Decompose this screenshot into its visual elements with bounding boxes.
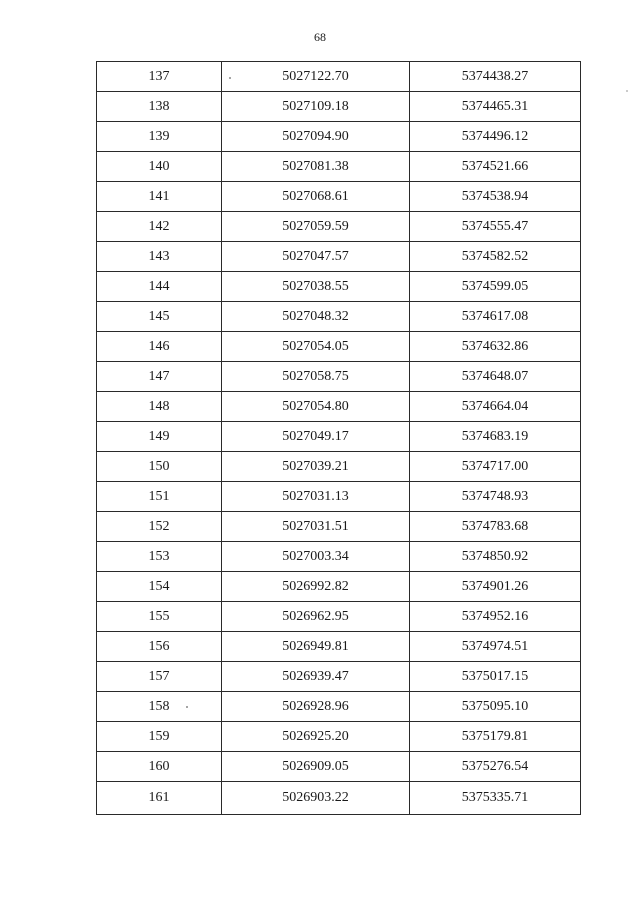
x-coordinate-cell: 5027038.55 (222, 272, 410, 302)
x-coordinate-cell: 5026925.20 (222, 722, 410, 752)
point-number-cell: 146 (97, 332, 222, 362)
scan-speck (626, 90, 628, 92)
y-coordinate-cell: 5374952.16 (410, 602, 581, 632)
x-coordinate-cell: 5027094.90 (222, 122, 410, 152)
x-coordinate-cell: 5027068.61 (222, 182, 410, 212)
point-number-cell: 158 (97, 692, 222, 722)
y-coordinate-cell: 5374683.19 (410, 422, 581, 452)
table-row (97, 422, 581, 452)
y-coordinate-cell: 5375017.15 (410, 662, 581, 692)
x-coordinate-cell: 5027031.13 (222, 482, 410, 512)
x-coordinate-cell: 5026928.96 (222, 692, 410, 722)
table-row (97, 722, 581, 752)
y-coordinate-cell: 5374783.68 (410, 512, 581, 542)
x-coordinate-cell: 5026909.05 (222, 752, 410, 782)
x-coordinate-cell: 5027109.18 (222, 92, 410, 122)
y-coordinate-cell: 5374717.00 (410, 452, 581, 482)
x-coordinate-cell: 5027058.75 (222, 362, 410, 392)
table-row (97, 542, 581, 572)
point-number-cell: 157 (97, 662, 222, 692)
y-coordinate-cell: 5374901.26 (410, 572, 581, 602)
x-coordinate-cell: 5027049.17 (222, 422, 410, 452)
point-number-cell: 150 (97, 452, 222, 482)
point-number-cell: 159 (97, 722, 222, 752)
point-number-cell: 156 (97, 632, 222, 662)
table-row (97, 392, 581, 422)
x-coordinate-cell: 5027048.32 (222, 302, 410, 332)
point-number-cell: 154 (97, 572, 222, 602)
table-row (97, 242, 581, 272)
table-row (97, 122, 581, 152)
y-coordinate-cell: 5374599.05 (410, 272, 581, 302)
point-number-cell: 137 (97, 62, 222, 92)
y-coordinate-cell: 5374664.04 (410, 392, 581, 422)
table-row (97, 362, 581, 392)
y-coordinate-cell: 5374617.08 (410, 302, 581, 332)
table-row (97, 512, 581, 542)
point-number-cell: 148 (97, 392, 222, 422)
table-row (97, 272, 581, 302)
x-coordinate-cell: 5026992.82 (222, 572, 410, 602)
table-row (97, 602, 581, 632)
y-coordinate-cell: 5374538.94 (410, 182, 581, 212)
table-row (97, 782, 581, 815)
y-coordinate-cell: 5374648.07 (410, 362, 581, 392)
y-coordinate-cell: 5374974.51 (410, 632, 581, 662)
page-number: 68 (314, 30, 326, 44)
table-row (97, 452, 581, 482)
y-coordinate-cell: 5374748.93 (410, 482, 581, 512)
point-number-cell: 143 (97, 242, 222, 272)
y-coordinate-cell: 5374438.27 (410, 62, 581, 92)
y-coordinate-cell: 5374582.52 (410, 242, 581, 272)
y-coordinate-cell: 5374632.86 (410, 332, 581, 362)
point-number-cell: 152 (97, 512, 222, 542)
table-row (97, 62, 581, 92)
y-coordinate-cell: 5375179.81 (410, 722, 581, 752)
x-coordinate-cell: 5027122.70 (222, 62, 410, 92)
x-coordinate-cell: 5026949.81 (222, 632, 410, 662)
point-number-cell: 149 (97, 422, 222, 452)
point-number-cell: 144 (97, 272, 222, 302)
table-row (97, 152, 581, 182)
table-row (97, 332, 581, 362)
x-coordinate-cell: 5027081.38 (222, 152, 410, 182)
scan-speck (186, 706, 188, 708)
y-coordinate-cell: 5374850.92 (410, 542, 581, 572)
x-coordinate-cell: 5027039.21 (222, 452, 410, 482)
y-coordinate-cell: 5374521.66 (410, 152, 581, 182)
point-number-cell: 140 (97, 152, 222, 182)
x-coordinate-cell: 5027054.80 (222, 392, 410, 422)
y-coordinate-cell: 5374465.31 (410, 92, 581, 122)
y-coordinate-cell: 5374496.12 (410, 122, 581, 152)
table-row (97, 212, 581, 242)
scan-speck (229, 77, 231, 79)
point-number-cell: 141 (97, 182, 222, 212)
table-row (97, 482, 581, 512)
table-row (97, 572, 581, 602)
point-number-cell: 138 (97, 92, 222, 122)
x-coordinate-cell: 5026903.22 (222, 782, 410, 815)
point-number-cell: 153 (97, 542, 222, 572)
coordinates-table (96, 61, 581, 815)
x-coordinate-cell: 5027047.57 (222, 242, 410, 272)
table-row (97, 752, 581, 782)
x-coordinate-cell: 5026939.47 (222, 662, 410, 692)
point-number-cell: 139 (97, 122, 222, 152)
table-body (97, 62, 581, 815)
point-number-cell: 142 (97, 212, 222, 242)
y-coordinate-cell: 5374555.47 (410, 212, 581, 242)
y-coordinate-cell: 5375335.71 (410, 782, 581, 815)
x-coordinate-cell: 5027059.59 (222, 212, 410, 242)
y-coordinate-cell: 5375276.54 (410, 752, 581, 782)
point-number-cell: 145 (97, 302, 222, 332)
table-row (97, 632, 581, 662)
x-coordinate-cell: 5027031.51 (222, 512, 410, 542)
table-row (97, 182, 581, 212)
point-number-cell: 155 (97, 602, 222, 632)
table-row (97, 302, 581, 332)
table-row (97, 92, 581, 122)
point-number-cell: 151 (97, 482, 222, 512)
x-coordinate-cell: 5027054.05 (222, 332, 410, 362)
point-number-cell: 161 (97, 782, 222, 815)
table-row (97, 662, 581, 692)
table-row (97, 692, 581, 722)
x-coordinate-cell: 5026962.95 (222, 602, 410, 632)
point-number-cell: 160 (97, 752, 222, 782)
point-number-cell: 147 (97, 362, 222, 392)
x-coordinate-cell: 5027003.34 (222, 542, 410, 572)
y-coordinate-cell: 5375095.10 (410, 692, 581, 722)
